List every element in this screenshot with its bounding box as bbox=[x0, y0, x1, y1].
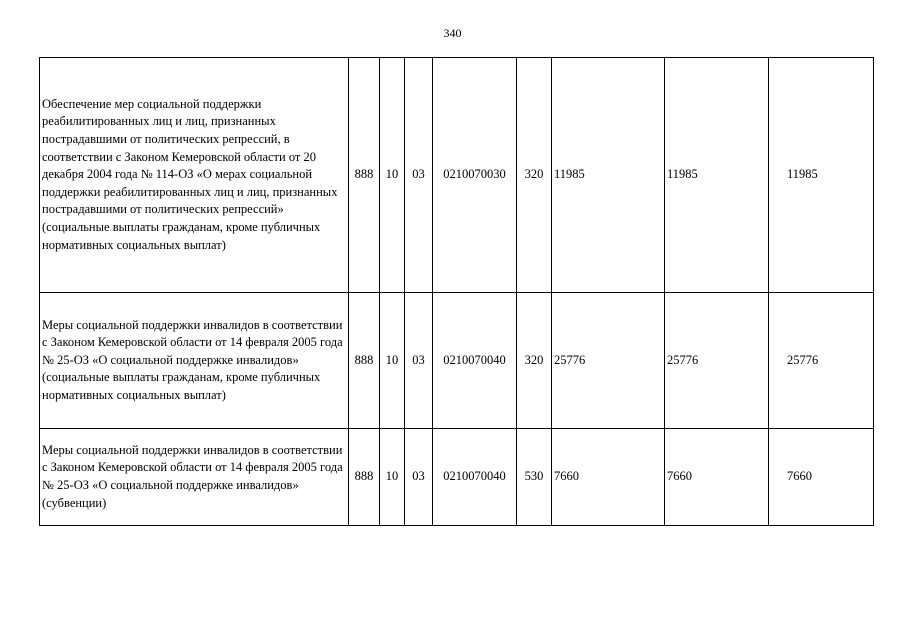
row-description: Обеспечение мер социальной поддержки реабилитированных лиц и лиц, признанных пострадавшими от политических репрессий, в соответствии с Законом Кемеровской области от 20 декабря 2004 года № 114-ОЗ «О мерах социальной поддержки реабилитированных лиц и лиц, признанных пострадавшими от политических репрессий» (социальные выплаты гражданам, кроме публичных нормативных социальных выплат) bbox=[40, 58, 349, 293]
expense-type-code: 320 bbox=[517, 58, 552, 293]
amount-year-3: 11985 bbox=[769, 58, 874, 293]
section-code: 10 bbox=[380, 293, 405, 429]
page-number: 340 bbox=[443, 26, 462, 40]
subsection-code: 03 bbox=[405, 429, 433, 526]
amount-year-1: 7660 bbox=[552, 429, 665, 526]
expense-type-code: 530 bbox=[517, 429, 552, 526]
ministry-code: 888 bbox=[349, 293, 380, 429]
amount-year-2: 7660 bbox=[665, 429, 769, 526]
ministry-code: 888 bbox=[349, 429, 380, 526]
target-article-code: 0210070040 bbox=[433, 293, 517, 429]
row-description: Меры социальной поддержки инвалидов в соответствии с Законом Кемеровской области от 14 февраля 2005 года № 25-ОЗ «О социальной поддержке инвалидов» (субвенции) bbox=[40, 429, 349, 526]
section-code: 10 bbox=[380, 429, 405, 526]
amount-year-3: 7660 bbox=[769, 429, 874, 526]
subsection-code: 03 bbox=[405, 58, 433, 293]
row-description: Меры социальной поддержки инвалидов в соответствии с Законом Кемеровской области от 14 февраля 2005 года № 25-ОЗ «О социальной поддержке инвалидов» (социальные выплаты гражданам, кроме публичных нормативных социальных выплат) bbox=[40, 293, 349, 429]
table-row bbox=[40, 58, 874, 293]
budget-table bbox=[39, 57, 874, 526]
subsection-code: 03 bbox=[405, 293, 433, 429]
ministry-code: 888 bbox=[349, 58, 380, 293]
section-code: 10 bbox=[380, 58, 405, 293]
target-article-code: 0210070030 bbox=[433, 58, 517, 293]
table-row bbox=[40, 429, 874, 526]
target-article-code: 0210070040 bbox=[433, 429, 517, 526]
expense-type-code: 320 bbox=[517, 293, 552, 429]
amount-year-1: 25776 bbox=[552, 293, 665, 429]
amount-year-3: 25776 bbox=[769, 293, 874, 429]
table-row bbox=[40, 293, 874, 429]
amount-year-2: 25776 bbox=[665, 293, 769, 429]
amount-year-1: 11985 bbox=[552, 58, 665, 293]
amount-year-2: 11985 bbox=[665, 58, 769, 293]
